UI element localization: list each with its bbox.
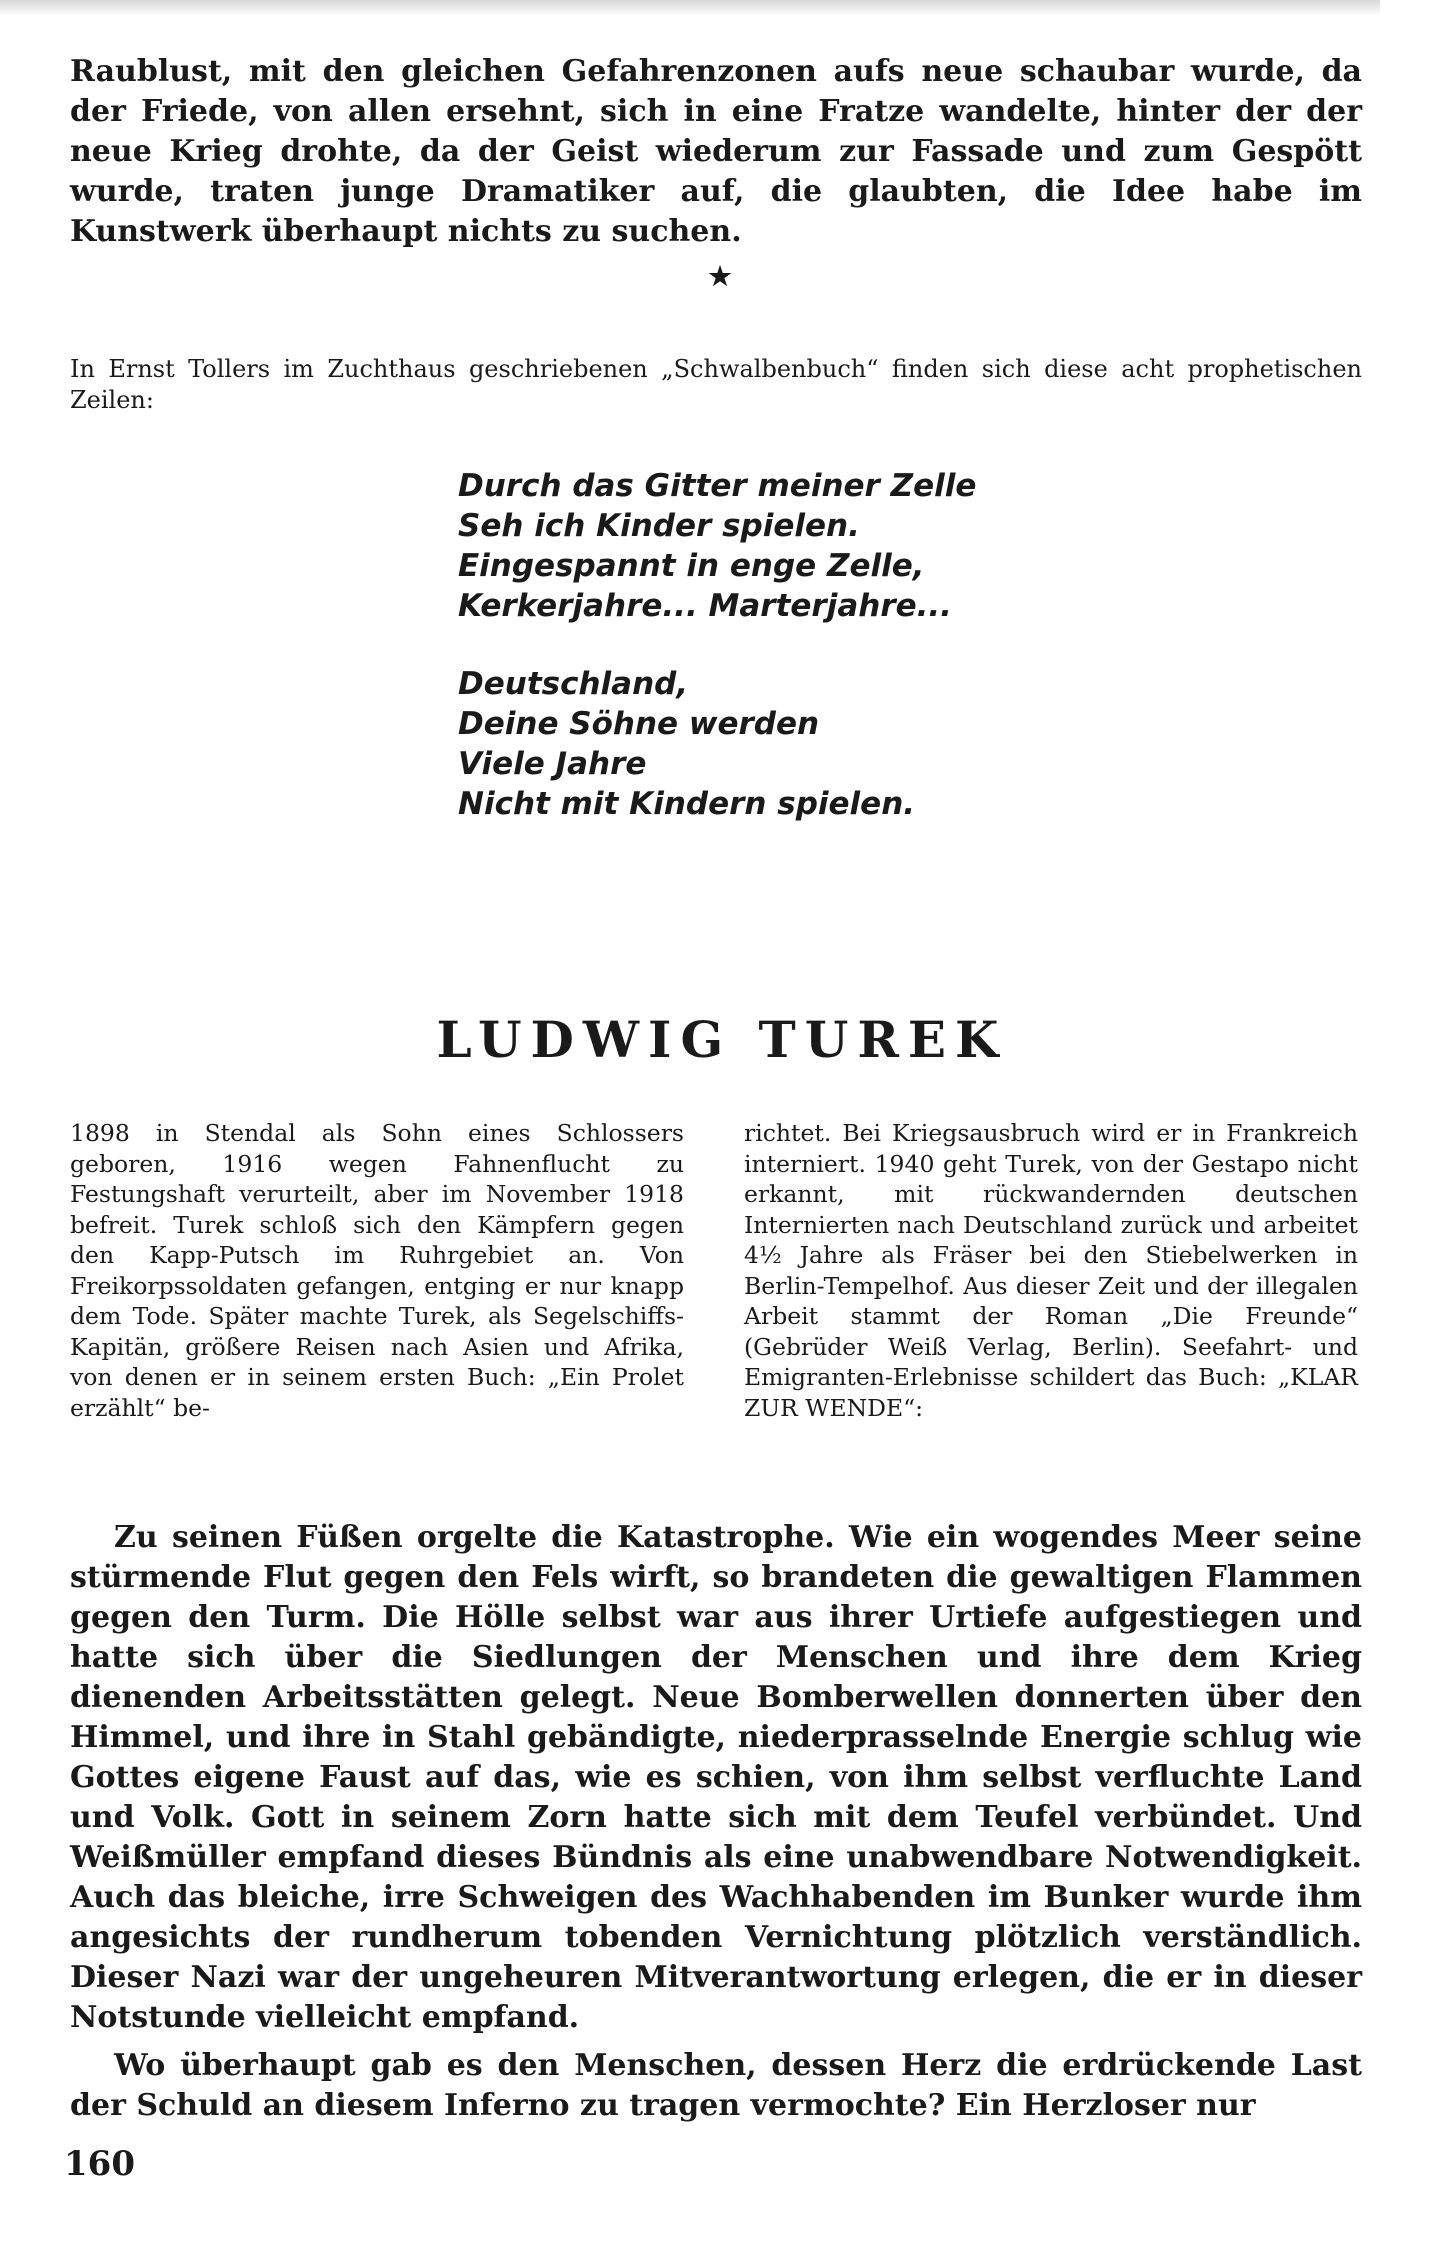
- author-bio-right-column: richtet. Bei Kriegsausbruch wird er in Frankreich interniert. 1940 geht Turek, von der Gestapo nicht erkannt, mit rückwandernden deutschen Internierten nach Deutschland zurück und arbeitet 4½ Jahre als Fräser bei den Stiebelwerken in Berlin-Tempelhof. Aus dieser Zeit und der illegalen Arbeit stammt der Roman „Die Freunde“ (Gebrüder Weiß Verlag, Berlin). Seefahrt- und Emigranten-Erlebnisse schildert das Buch: „KLAR ZUR WENDE“:: [744, 1119, 1358, 1422]
- excerpt-paragraph: Wo überhaupt gab es den Menschen, dessen Herz die erdrückende Last der Schuld an diesem Inferno zu tragen vermochte? Ein Herzloser nur: [70, 2048, 1362, 2123]
- excerpt-block: [70, 1518, 1362, 2126]
- page-number: 160: [64, 2144, 135, 2184]
- poem-stanza-1: [458, 466, 1058, 626]
- poem-line: Viele Jahre: [458, 746, 647, 782]
- poem-line: Deutschland,: [458, 666, 689, 702]
- poem-line: Nicht mit Kindern spielen.: [458, 786, 916, 822]
- opening-paragraph-block: [70, 52, 1362, 252]
- poem-line: Eingespannt in enge Zelle,: [458, 548, 925, 584]
- author-bio-left-column: 1898 in Stendal als Sohn eines Schlossers geboren, 1916 wegen Fahnenflucht zu Festungshaft verurteilt, aber im November 1918 befreit. Turek schloß sich den Kämpfern gegen den Kapp-Putsch im Ruhrgebiet an. Von Freikorpssoldaten gefangen, entging er nur knapp dem Tode. Später machte Turek, als Segelschiffs-Kapitän, größere Reisen nach Asien und Afrika, von denen er in seinem ersten Buch: „Ein Prolet erzählt“ be-: [70, 1119, 684, 1422]
- scan-edge-shadow: [0, 0, 1380, 16]
- poem-line: Seh ich Kinder spielen.: [458, 508, 860, 544]
- poem-stanza-2: [458, 664, 1058, 824]
- author-heading: LUDWIG TUREK: [436, 1010, 1008, 1069]
- poem-line: Kerkerjahre... Marterjahre...: [458, 588, 952, 624]
- section-separator: ★: [708, 262, 732, 292]
- poem-line: Deine Söhne werden: [458, 706, 820, 742]
- poem-introduction: In Ernst Tollers im Zuchthaus geschriebenen „Schwalbenbuch“ finden sich diese acht prophetischen Zeilen:: [70, 355, 1362, 414]
- opening-paragraph: Raublust, mit den gleichen Gefahrenzonen aufs neue schaubar wurde, da der Friede, von allen ersehnt, sich in eine Fratze wandelte, hinter der der neue Krieg drohte, da der Geist wiederum zur Fassade und zum Gespött wurde, traten junge Dramatiker auf, die glaubten, die Idee habe im Kunstwerk überhaupt nichts zu suchen.: [70, 54, 1362, 249]
- poem-line: Durch das Gitter meiner Zelle: [458, 468, 977, 504]
- excerpt-paragraph: Zu seinen Füßen orgelte die Katastrophe. Wie ein wogendes Meer seine stürmende Flut gegen den Fels wirft, so brandeten die gewaltigen Flammen gegen den Turm. Die Hölle selbst war aus ihrer Urtiefe aufgestiegen und hatte sich über die Siedlungen der Menschen und ihre dem Krieg dienenden Arbeitsstätten gelegt. Neue Bomberwellen donnerten über den Himmel, und ihre in Stahl gebändigte, niederprasselnde Energie schlug wie Gottes eigene Faust auf das, wie es schien, von ihm selbst verfluchte Land und Volk. Gott in seinem Zorn hatte sich mit dem Teufel verbündet. Und Weißmüller empfand dieses Bündnis als eine unabwendbare Notwendigkeit. Auch das bleiche, irre Schweigen des Wachhabenden im Bunker wurde ihm angesichts der rundherum tobenden Vernichtung plötzlich verständlich. Dieser Nazi war der ungeheuren Mitverantwortung erlegen, die er in dieser Notstunde vielleicht empfand.: [70, 1520, 1362, 2035]
